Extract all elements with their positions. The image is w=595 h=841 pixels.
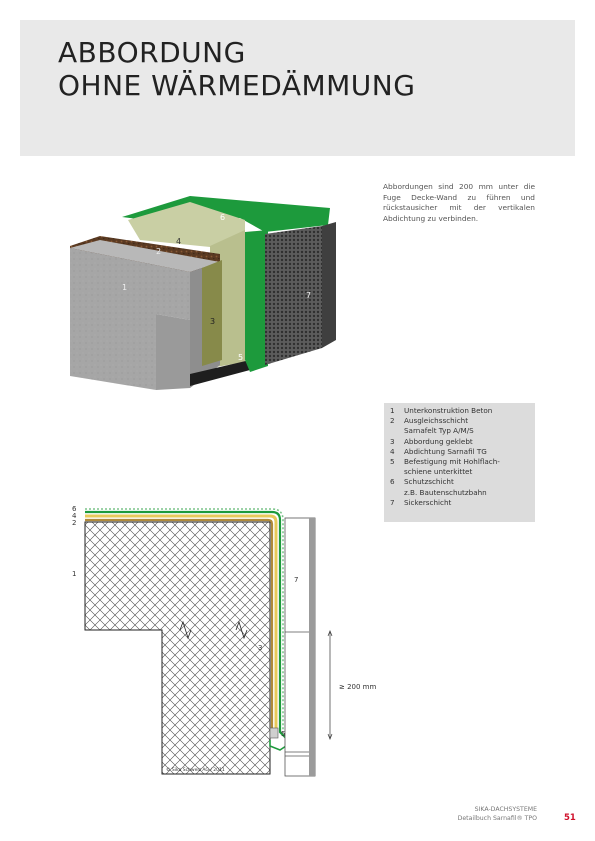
copyright-text: © Sika Schweiz AG / 2011 bbox=[166, 768, 225, 773]
legend-text: Befestigung mit Hohlflach- schiene unterkittet bbox=[404, 457, 500, 477]
render-label-7: 7 bbox=[306, 291, 312, 300]
drainage-shade bbox=[309, 518, 315, 776]
concrete-section bbox=[85, 522, 270, 774]
drain-front bbox=[265, 226, 322, 365]
legend-item-1 bbox=[390, 406, 535, 416]
page-number: 51 bbox=[564, 813, 576, 823]
legend-item-3 bbox=[390, 437, 535, 447]
legend-text: Ausgleichsschicht Sarnafelt Typ A/M/S bbox=[404, 416, 474, 436]
legend-item-5 bbox=[390, 457, 535, 477]
section-label-5: 5 bbox=[281, 730, 286, 738]
dimension-label: ≥ 200 mm bbox=[339, 683, 377, 691]
isometric-illustration bbox=[60, 190, 350, 400]
legend-text: Unterkonstruktion Beton bbox=[404, 406, 493, 415]
section-drawing bbox=[60, 500, 400, 785]
legend-num: 3 bbox=[390, 436, 395, 446]
concrete-lower bbox=[156, 314, 190, 390]
drain-side bbox=[322, 222, 336, 348]
legend-item-6 bbox=[390, 477, 535, 497]
legend-text: Abbordung geklebt bbox=[404, 436, 473, 446]
legend-text: Sickerschicht bbox=[404, 497, 452, 507]
legend-num: 2 bbox=[390, 416, 395, 426]
render-label-6: 6 bbox=[220, 213, 226, 222]
intro-text: Abbordungen sind 200 mm unter die Fuge Decke-Wand zu führen und rückstausicher mit der vertikalen Abdichtung zu verbinden. bbox=[383, 182, 535, 223]
legend-item-4 bbox=[390, 447, 535, 457]
green-vertical bbox=[245, 230, 268, 372]
section-label-2: 2 bbox=[72, 519, 77, 527]
legend-num: 1 bbox=[390, 406, 395, 415]
abbordung-panel bbox=[202, 260, 222, 366]
section-label-7: 7 bbox=[294, 576, 299, 584]
fixing-rail bbox=[270, 728, 278, 738]
legend-num: 5 bbox=[390, 457, 395, 467]
legend-text: Schutzschicht z.B. Bautenschutzbahn bbox=[404, 477, 487, 497]
legend-list bbox=[384, 403, 535, 508]
render-label-4: 4 bbox=[176, 237, 182, 246]
title-line-2: OHNE WÄRMEDÄMMUNG bbox=[58, 69, 416, 102]
render-label-5: 5 bbox=[238, 353, 244, 362]
footer bbox=[458, 806, 537, 823]
legend-num: 7 bbox=[390, 497, 395, 507]
section-label-3: 3 bbox=[258, 644, 263, 652]
header-band bbox=[20, 20, 575, 156]
green-flange bbox=[270, 738, 286, 750]
section-label-6: 6 bbox=[72, 505, 77, 513]
render-label-3: 3 bbox=[210, 317, 216, 326]
render-label-2: 2 bbox=[156, 247, 162, 256]
render-label-1: 1 bbox=[122, 283, 128, 292]
legend-text: Abdichtung Sarnafil TG bbox=[404, 446, 487, 456]
legend-item-7 bbox=[390, 498, 535, 508]
title-line-1: ABBORDUNG bbox=[58, 36, 246, 69]
footer-book: Detailbuch Sarnafil® TPO bbox=[457, 814, 537, 822]
legend-box bbox=[384, 403, 535, 522]
page-title bbox=[58, 36, 415, 102]
footer-brand: SIKA-DACHSYSTEME bbox=[474, 806, 537, 813]
legend-num: 4 bbox=[390, 446, 395, 456]
legend-item-2 bbox=[390, 416, 535, 436]
legend-num: 6 bbox=[390, 477, 395, 487]
section-label-4: 4 bbox=[72, 512, 77, 520]
section-label-1: 1 bbox=[72, 570, 77, 578]
